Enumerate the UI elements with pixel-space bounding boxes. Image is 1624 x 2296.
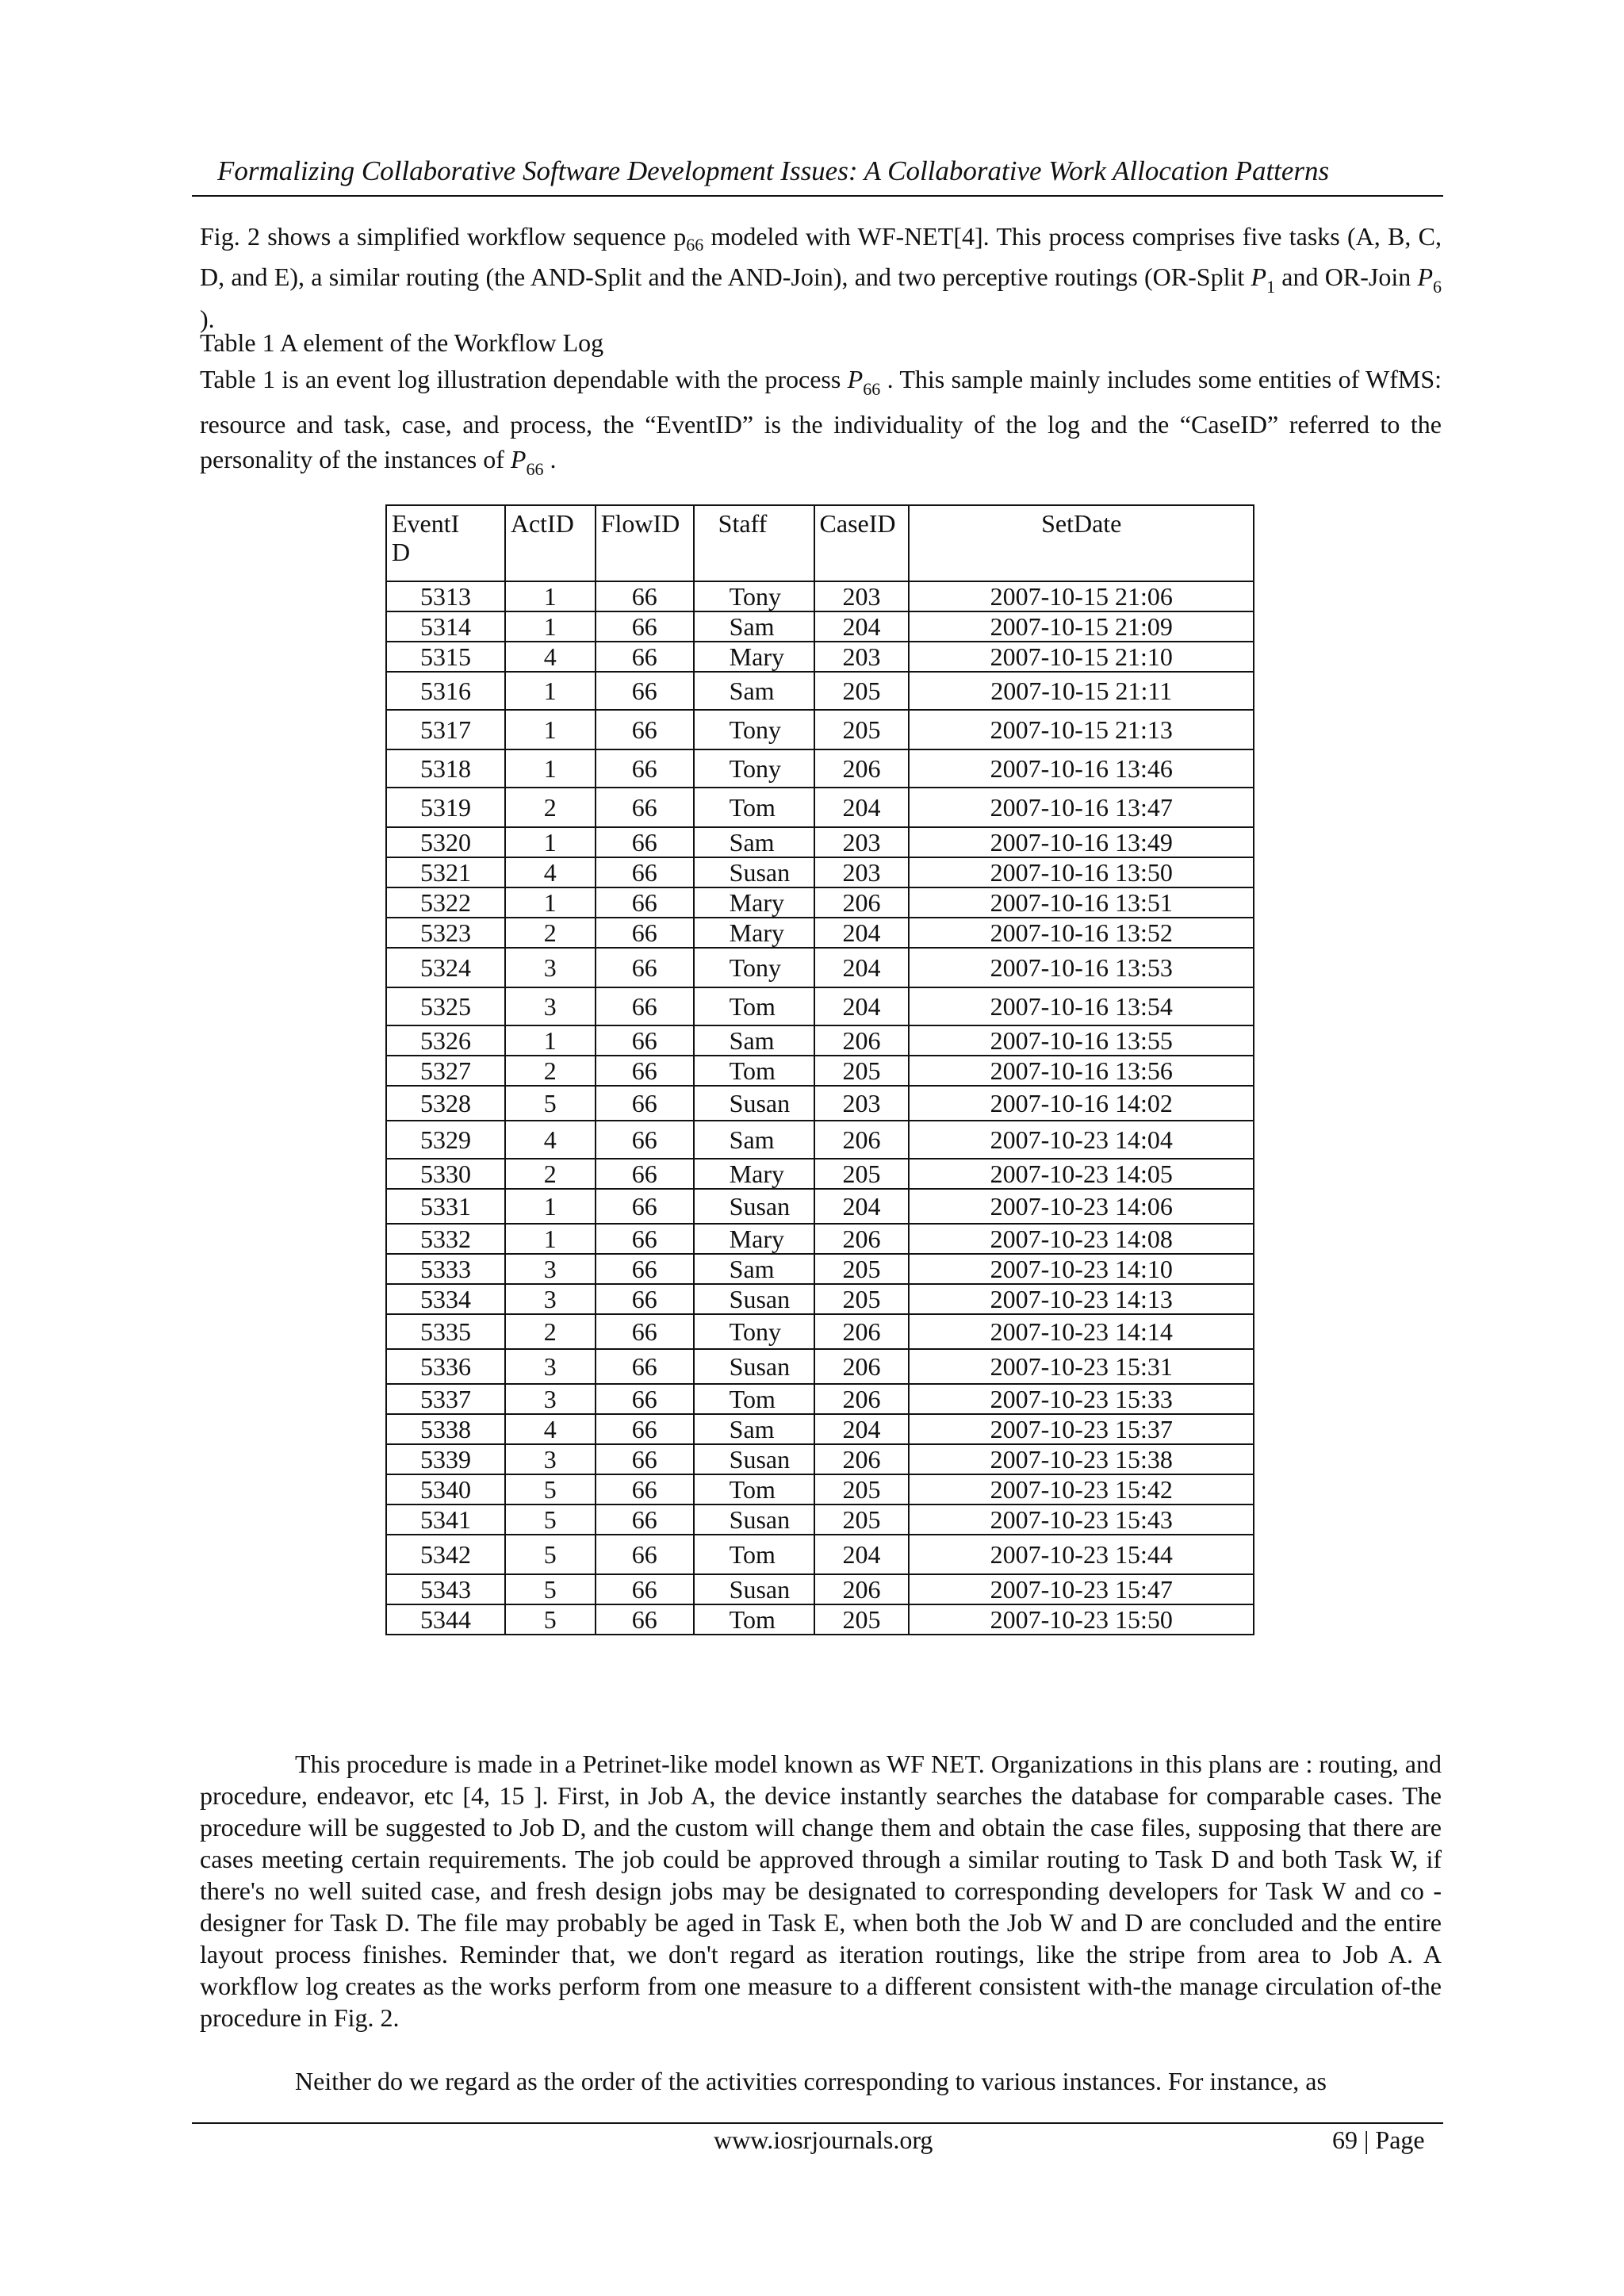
cell-flowid: 66: [596, 1414, 694, 1444]
cell-actid: 1: [505, 710, 596, 749]
table-row: [386, 1189, 1254, 1224]
cell-staff: Mary: [694, 1224, 814, 1254]
header-setdate: SetDate: [909, 505, 1254, 581]
cell-setdate: 2007-10-16 13:54: [909, 987, 1254, 1025]
cell-flowid: 66: [596, 1086, 694, 1121]
cell-actid: 5: [505, 1574, 596, 1604]
cell-actid: 2: [505, 1314, 596, 1349]
cell-staff: Sam: [694, 1254, 814, 1284]
cell-caseid: 205: [814, 1604, 910, 1635]
cell-caseid: 204: [814, 611, 910, 642]
cell-flowid: 66: [596, 1121, 694, 1159]
cell-staff: Tony: [694, 1314, 814, 1349]
cell-staff: Tom: [694, 788, 814, 827]
cell-eventid: 5343: [386, 1574, 505, 1604]
cell-caseid: 203: [814, 827, 910, 857]
cell-setdate: 2007-10-23 15:37: [909, 1414, 1254, 1444]
cell-actid: 1: [505, 1025, 596, 1056]
cell-actid: 2: [505, 1056, 596, 1086]
cell-setdate: 2007-10-23 14:14: [909, 1314, 1254, 1349]
cell-eventid: 5329: [386, 1121, 505, 1159]
cell-caseid: 205: [814, 1284, 910, 1314]
footer-url: www.iosrjournals.org: [714, 2125, 933, 2154]
cell-setdate: 2007-10-23 15:31: [909, 1349, 1254, 1384]
cell-caseid: 204: [814, 788, 910, 827]
table-row: [386, 1254, 1254, 1284]
header-staff: Staff: [694, 505, 814, 581]
cell-flowid: 66: [596, 1444, 694, 1474]
cell-actid: 4: [505, 857, 596, 887]
cell-actid: 3: [505, 1384, 596, 1414]
cell-eventid: 5321: [386, 857, 505, 887]
cell-staff: Sam: [694, 1121, 814, 1159]
cell-actid: 3: [505, 987, 596, 1025]
cell-flowid: 66: [596, 1254, 694, 1284]
footer-rule: [192, 2122, 1443, 2124]
cell-staff: Susan: [694, 1349, 814, 1384]
cell-staff: Tom: [694, 1535, 814, 1574]
cell-actid: 3: [505, 1444, 596, 1474]
cell-actid: 2: [505, 788, 596, 827]
cell-staff: Tony: [694, 948, 814, 987]
cell-flowid: 66: [596, 1384, 694, 1414]
cell-flowid: 66: [596, 1474, 694, 1504]
cell-caseid: 205: [814, 1504, 910, 1535]
cell-actid: 1: [505, 581, 596, 611]
cell-flowid: 66: [596, 1224, 694, 1254]
intro-text-d: ).: [200, 305, 215, 333]
cell-flowid: 66: [596, 1349, 694, 1384]
cell-actid: 5: [505, 1504, 596, 1535]
cell-caseid: 205: [814, 1254, 910, 1284]
cell-caseid: 206: [814, 749, 910, 788]
cell-flowid: 66: [596, 581, 694, 611]
cell-actid: 2: [505, 918, 596, 948]
table-caption: Table 1 A element of the Workflow Log: [200, 328, 604, 357]
cell-actid: 1: [505, 611, 596, 642]
table-body: [386, 581, 1254, 1635]
cell-eventid: 5316: [386, 672, 505, 710]
cell-caseid: 205: [814, 1056, 910, 1086]
cell-setdate: 2007-10-23 15:43: [909, 1504, 1254, 1535]
cell-eventid: 5325: [386, 987, 505, 1025]
header-eventid: EventI D: [386, 505, 505, 581]
cell-staff: Susan: [694, 1444, 814, 1474]
table-row: [386, 1474, 1254, 1504]
cell-staff: Mary: [694, 642, 814, 672]
cell-staff: Sam: [694, 1025, 814, 1056]
cell-flowid: 66: [596, 1159, 694, 1189]
cell-flowid: 66: [596, 1504, 694, 1535]
cell-caseid: 206: [814, 1314, 910, 1349]
cell-setdate: 2007-10-23 15:44: [909, 1535, 1254, 1574]
intro-paragraph-2: [200, 362, 1442, 487]
running-header: Formalizing Collaborative Software Development Issues: A Collaborative Work Allocation Patterns: [217, 155, 1330, 186]
p6-symbol: $P_6$: [1417, 263, 1442, 297]
cell-staff: Tom: [694, 1384, 814, 1414]
cell-eventid: 5334: [386, 1284, 505, 1314]
cell-caseid: 204: [814, 948, 910, 987]
cell-setdate: 2007-10-23 15:33: [909, 1384, 1254, 1414]
table-row: [386, 1056, 1254, 1086]
cell-eventid: 5332: [386, 1224, 505, 1254]
cell-actid: 1: [505, 672, 596, 710]
cell-setdate: 2007-10-16 13:51: [909, 887, 1254, 918]
cell-actid: 1: [505, 1189, 596, 1224]
cell-setdate: 2007-10-16 13:47: [909, 788, 1254, 827]
cell-caseid: 205: [814, 1159, 910, 1189]
table-row: [386, 581, 1254, 611]
cell-setdate: 2007-10-15 21:11: [909, 672, 1254, 710]
cell-flowid: 66: [596, 1056, 694, 1086]
cell-flowid: 66: [596, 948, 694, 987]
cell-flowid: 66: [596, 887, 694, 918]
table-row: [386, 827, 1254, 857]
intro2-text-a: Table 1 is an event log illustration dependable with the process: [200, 365, 848, 393]
cell-eventid: 5323: [386, 918, 505, 948]
cell-actid: 4: [505, 1414, 596, 1444]
cell-staff: Tony: [694, 749, 814, 788]
cell-caseid: 206: [814, 1025, 910, 1056]
cell-flowid: 66: [596, 918, 694, 948]
table-row: [386, 1121, 1254, 1159]
footer-page-number: 69 | Page: [1332, 2125, 1425, 2154]
cell-actid: 5: [505, 1474, 596, 1504]
table-row: [386, 918, 1254, 948]
header-rule: [192, 195, 1443, 197]
p66-subscript: 66: [686, 235, 704, 255]
cell-staff: Susan: [694, 857, 814, 887]
cell-eventid: 5338: [386, 1414, 505, 1444]
cell-flowid: 66: [596, 611, 694, 642]
cell-caseid: 206: [814, 1574, 910, 1604]
cell-setdate: 2007-10-23 15:50: [909, 1604, 1254, 1635]
table-header-row: [386, 505, 1254, 581]
cell-staff: Susan: [694, 1574, 814, 1604]
cell-actid: 5: [505, 1535, 596, 1574]
table-row: [386, 857, 1254, 887]
intro-text-c: and OR-Join: [1275, 263, 1418, 291]
cell-setdate: 2007-10-23 15:38: [909, 1444, 1254, 1474]
cell-eventid: 5342: [386, 1535, 505, 1574]
header-caseid: CaseID: [814, 505, 910, 581]
intro2-text-c: .: [543, 445, 557, 473]
cell-setdate: 2007-10-16 13:53: [909, 948, 1254, 987]
cell-setdate: 2007-10-16 13:49: [909, 827, 1254, 857]
cell-staff: Tom: [694, 1056, 814, 1086]
cell-eventid: 5333: [386, 1254, 505, 1284]
cell-eventid: 5317: [386, 710, 505, 749]
cell-setdate: 2007-10-23 14:08: [909, 1224, 1254, 1254]
body-paragraph-3: This procedure is made in a Petrinet-like model known as WF NET. Organizations in this plans are : routing, and procedure, endeavor, etc [4, 15 ]. First, in Job A, the device instantly searches the database for comparable cases. The procedure will be suggested to Job D, and the custom will change them and obtain the case files, supposing that there are cases meeting certain requirements. The job could be approved through a similar routing to Task D and both Task W, if there's no well suited case, and fresh design jobs may be designated to corresponding developers for Task W and co - designer for Task D. The file may probably be aged in Task E, when both the Job W and D are concluded and the entire layout process finishes. Reminder that, we don't regard as iteration routings, like the stripe from area to Job A. A workflow log creates as the works perform from one measure to a different consistent with-the manage circulation of-the procedure in Fig. 2.: [200, 1750, 1442, 2032]
cell-actid: 1: [505, 749, 596, 788]
cell-staff: Susan: [694, 1284, 814, 1314]
cell-staff: Mary: [694, 918, 814, 948]
cell-flowid: 66: [596, 642, 694, 672]
cell-actid: 4: [505, 642, 596, 672]
cell-eventid: 5319: [386, 788, 505, 827]
cell-caseid: 205: [814, 1474, 910, 1504]
cell-flowid: 66: [596, 788, 694, 827]
cell-caseid: 203: [814, 581, 910, 611]
cell-eventid: 5336: [386, 1349, 505, 1384]
table-row: [386, 1535, 1254, 1574]
table-row: [386, 788, 1254, 827]
cell-eventid: 5324: [386, 948, 505, 987]
cell-staff: Susan: [694, 1504, 814, 1535]
cell-caseid: 206: [814, 1349, 910, 1384]
cell-eventid: 5330: [386, 1159, 505, 1189]
cell-caseid: 204: [814, 1535, 910, 1574]
cell-flowid: 66: [596, 827, 694, 857]
cell-eventid: 5318: [386, 749, 505, 788]
table-row: [386, 1314, 1254, 1349]
cell-actid: 3: [505, 1349, 596, 1384]
cell-setdate: 2007-10-16 13:56: [909, 1056, 1254, 1086]
cell-setdate: 2007-10-16 13:52: [909, 918, 1254, 948]
cell-caseid: 205: [814, 672, 910, 710]
cell-caseid: 204: [814, 987, 910, 1025]
cell-caseid: 204: [814, 918, 910, 948]
cell-setdate: 2007-10-23 14:05: [909, 1159, 1254, 1189]
cell-setdate: 2007-10-15 21:06: [909, 581, 1254, 611]
cell-actid: 5: [505, 1086, 596, 1121]
cell-eventid: 5327: [386, 1056, 505, 1086]
cell-setdate: 2007-10-16 13:46: [909, 749, 1254, 788]
cell-eventid: 5313: [386, 581, 505, 611]
cell-flowid: 66: [596, 1284, 694, 1314]
table-row: [386, 1025, 1254, 1056]
cell-caseid: 204: [814, 1414, 910, 1444]
cell-staff: Sam: [694, 611, 814, 642]
cell-actid: 3: [505, 1254, 596, 1284]
cell-caseid: 203: [814, 1086, 910, 1121]
cell-flowid: 66: [596, 710, 694, 749]
table-row: [386, 1574, 1254, 1604]
cell-flowid: 66: [596, 749, 694, 788]
cell-eventid: 5344: [386, 1604, 505, 1635]
cell-staff: Sam: [694, 1414, 814, 1444]
cell-caseid: 206: [814, 1384, 910, 1414]
table-row: [386, 1224, 1254, 1254]
cell-actid: 5: [505, 1604, 596, 1635]
cell-actid: 1: [505, 827, 596, 857]
cell-flowid: 66: [596, 1189, 694, 1224]
cell-actid: 2: [505, 1159, 596, 1189]
cell-flowid: 66: [596, 1314, 694, 1349]
table-row: [386, 1284, 1254, 1314]
cell-flowid: 66: [596, 1025, 694, 1056]
cell-eventid: 5331: [386, 1189, 505, 1224]
cell-eventid: 5341: [386, 1504, 505, 1535]
cell-actid: 4: [505, 1121, 596, 1159]
cell-setdate: 2007-10-16 14:02: [909, 1086, 1254, 1121]
cell-staff: Sam: [694, 827, 814, 857]
table-row: [386, 887, 1254, 918]
cell-staff: Tom: [694, 1474, 814, 1504]
cell-staff: Tom: [694, 987, 814, 1025]
cell-actid: 1: [505, 887, 596, 918]
table-row: [386, 1444, 1254, 1474]
cell-caseid: 206: [814, 887, 910, 918]
cell-eventid: 5339: [386, 1444, 505, 1474]
cell-caseid: 206: [814, 1444, 910, 1474]
cell-actid: 3: [505, 1284, 596, 1314]
cell-eventid: 5340: [386, 1474, 505, 1504]
cell-staff: Tony: [694, 581, 814, 611]
intro2-text-b: . This sample mainly includes some entities of WfMS: resource and task, case, and process, the “EventID” is the individuality of the log and the “CaseID” referred to the personality of the instances of: [200, 365, 1442, 473]
cell-staff: Susan: [694, 1189, 814, 1224]
table-row: [386, 642, 1254, 672]
header-flowid: FlowID: [596, 505, 694, 581]
cell-setdate: 2007-10-15 21:13: [909, 710, 1254, 749]
cell-caseid: 204: [814, 1189, 910, 1224]
cell-setdate: 2007-10-15 21:10: [909, 642, 1254, 672]
cell-staff: Tom: [694, 1604, 814, 1635]
cell-eventid: 5314: [386, 611, 505, 642]
cell-setdate: 2007-10-23 14:13: [909, 1284, 1254, 1314]
cell-setdate: 2007-10-23 14:06: [909, 1189, 1254, 1224]
intro-text-a: Fig. 2 shows a simplified workflow sequence p: [200, 222, 687, 251]
cell-actid: 3: [505, 948, 596, 987]
table-row: [386, 1504, 1254, 1535]
cell-setdate: 2007-10-23 14:04: [909, 1121, 1254, 1159]
cell-eventid: 5326: [386, 1025, 505, 1056]
cell-staff: Susan: [694, 1086, 814, 1121]
cell-eventid: 5335: [386, 1314, 505, 1349]
cell-flowid: 66: [596, 987, 694, 1025]
cell-setdate: 2007-10-23 15:42: [909, 1474, 1254, 1504]
cell-actid: 1: [505, 1224, 596, 1254]
cell-eventid: 5337: [386, 1384, 505, 1414]
event-log-table: [385, 504, 1254, 1635]
cell-staff: Mary: [694, 1159, 814, 1189]
table-row: [386, 710, 1254, 749]
table-row: [386, 1086, 1254, 1121]
table-row: [386, 1349, 1254, 1384]
cell-flowid: 66: [596, 1574, 694, 1604]
cell-caseid: 206: [814, 1121, 910, 1159]
header-actid: ActID: [505, 505, 596, 581]
cell-caseid: 203: [814, 642, 910, 672]
cell-setdate: 2007-10-16 13:50: [909, 857, 1254, 887]
table-row: [386, 1159, 1254, 1189]
table-row: [386, 672, 1254, 710]
cell-staff: Tony: [694, 710, 814, 749]
p1-symbol: $P_1$: [1251, 263, 1276, 297]
intro-text-b: modeled with WF-NET[4]. This process comprises five tasks (A, B, C, D, and E), a similar routing (the AND-Split and the AND-Join), and two perceptive routings (OR-Split: [200, 222, 1442, 291]
cell-flowid: 66: [596, 857, 694, 887]
cell-staff: Sam: [694, 672, 814, 710]
cell-flowid: 66: [596, 1604, 694, 1635]
cell-eventid: 5322: [386, 887, 505, 918]
table-row: [386, 948, 1254, 987]
cell-setdate: 2007-10-23 15:47: [909, 1574, 1254, 1604]
table-row: [386, 1414, 1254, 1444]
cell-caseid: 206: [814, 1224, 910, 1254]
cell-caseid: 205: [814, 710, 910, 749]
table-row: [386, 987, 1254, 1025]
cell-caseid: 203: [814, 857, 910, 887]
intro-paragraph-1: [200, 220, 1442, 335]
cell-eventid: 5328: [386, 1086, 505, 1121]
cell-staff: Mary: [694, 887, 814, 918]
body-paragraph-4: Neither do we regard as the order of the activities corresponding to various instances. For instance, as: [295, 2067, 1327, 2095]
table-row: [386, 611, 1254, 642]
table-row: [386, 1604, 1254, 1635]
cell-flowid: 66: [596, 1535, 694, 1574]
cell-setdate: 2007-10-15 21:09: [909, 611, 1254, 642]
p66-symbol: $P_{66}$: [847, 365, 881, 399]
cell-eventid: 5320: [386, 827, 505, 857]
cell-flowid: 66: [596, 672, 694, 710]
p66-symbol-2: $P_{66}$: [510, 445, 544, 479]
table-row: [386, 1384, 1254, 1414]
cell-setdate: 2007-10-23 14:10: [909, 1254, 1254, 1284]
cell-setdate: 2007-10-16 13:55: [909, 1025, 1254, 1056]
table-row: [386, 749, 1254, 788]
cell-eventid: 5315: [386, 642, 505, 672]
